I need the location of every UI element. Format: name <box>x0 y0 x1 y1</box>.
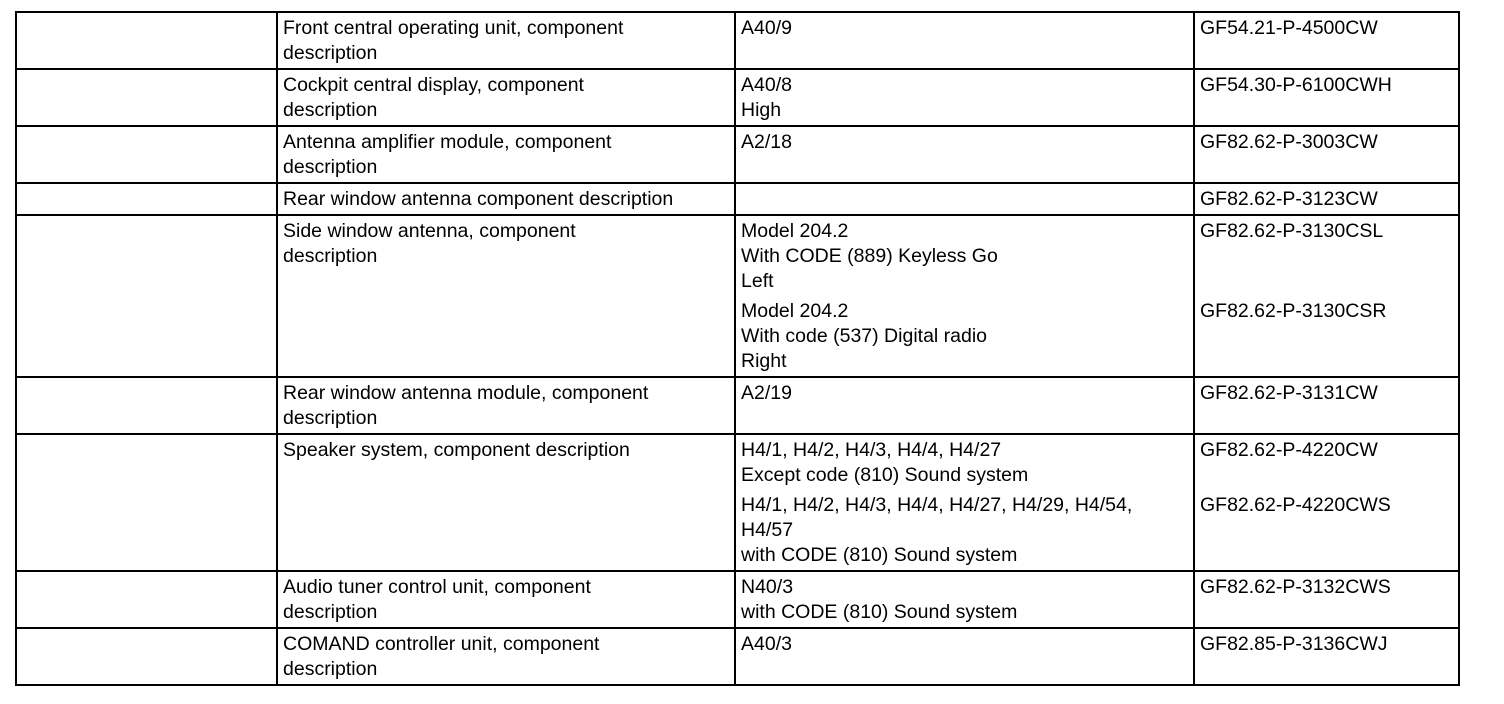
component-description-line: Antenna amplifier module, component <box>283 131 612 153</box>
document-number-link[interactable]: GF54.30-P-6100CWH <box>1200 74 1392 96</box>
component-description-line: description <box>283 601 378 623</box>
blank-cell <box>16 183 277 215</box>
document-number-cell <box>1194 628 1459 685</box>
component-description-line: description <box>283 42 378 64</box>
document-number-cell <box>1194 434 1459 571</box>
table-row <box>16 183 1459 215</box>
condition-block <box>741 381 1193 406</box>
condition-block <box>741 575 1193 625</box>
empty-line <box>1200 98 1458 123</box>
document-block <box>1200 381 1458 406</box>
condition-block <box>741 73 1193 123</box>
blank-cell <box>16 434 277 571</box>
condition-block <box>741 493 1193 568</box>
condition-line: A40/3 <box>741 633 792 655</box>
condition-block <box>741 438 1193 488</box>
condition-block <box>741 187 1193 212</box>
blank-cell <box>16 215 277 377</box>
document-block <box>1200 73 1458 123</box>
component-description-line: Front central operating unit, component <box>283 17 624 39</box>
document-block <box>1200 16 1458 41</box>
condition-line: With CODE (889) Keyless Go <box>741 245 998 267</box>
component-description-cell <box>277 377 735 434</box>
document-number-cell <box>1194 12 1459 69</box>
blank-cell <box>16 571 277 628</box>
empty-line <box>1200 349 1458 374</box>
table-row <box>16 434 1459 571</box>
document-number-cell <box>1194 69 1459 126</box>
condition-line: with CODE (810) Sound system <box>741 601 1018 623</box>
blank-cell <box>16 377 277 434</box>
document-number-link[interactable]: GF82.62-P-3132CWS <box>1200 576 1391 598</box>
blank-cell <box>16 628 277 685</box>
component-description-line: description <box>283 156 378 178</box>
component-description-line: Cockpit central display, component <box>283 74 584 96</box>
empty-line <box>741 187 1193 212</box>
table-body <box>16 12 1459 685</box>
document-block <box>1200 187 1458 212</box>
empty-line <box>1200 324 1458 349</box>
component-description-line: Audio tuner control unit, component <box>283 576 591 598</box>
condition-block <box>741 219 1193 294</box>
condition-line: N40/3 <box>741 576 794 598</box>
condition-cell <box>735 183 1194 215</box>
condition-cell <box>735 12 1194 69</box>
condition-cell <box>735 571 1194 628</box>
component-description-line: COMAND controller unit, component <box>283 633 600 655</box>
component-description-cell <box>277 183 735 215</box>
document-number-cell <box>1194 377 1459 434</box>
condition-cell <box>735 126 1194 183</box>
condition-line: Left <box>741 270 774 292</box>
component-description-cell <box>277 12 735 69</box>
document-block <box>1200 632 1458 657</box>
condition-line: Right <box>741 350 787 372</box>
condition-line: H4/1, H4/2, H4/3, H4/4, H4/27, H4/29, H4/54, <box>741 494 1133 516</box>
condition-block <box>741 16 1193 41</box>
document-number-cell <box>1194 126 1459 183</box>
empty-line <box>1200 463 1458 488</box>
component-description-line: description <box>283 99 378 121</box>
blank-cell <box>16 12 277 69</box>
document-number-link[interactable]: GF82.62-P-4220CWS <box>1200 494 1391 516</box>
condition-cell <box>735 215 1194 377</box>
blank-cell <box>16 69 277 126</box>
condition-cell <box>735 628 1194 685</box>
component-description-cell <box>277 215 735 377</box>
document-block <box>1200 219 1458 294</box>
empty-line <box>1200 518 1458 543</box>
document-number-cell <box>1194 571 1459 628</box>
condition-line: H4/57 <box>741 519 794 541</box>
component-description-cell <box>277 69 735 126</box>
condition-line: Model 204.2 <box>741 220 849 242</box>
component-document-table <box>15 11 1460 686</box>
table-row <box>16 571 1459 628</box>
component-description-line: Rear window antenna module, component <box>283 382 649 404</box>
table-row <box>16 69 1459 126</box>
empty-line <box>1200 269 1458 294</box>
component-description-line: Side window antenna, component <box>283 220 576 242</box>
condition-cell <box>735 69 1194 126</box>
condition-line: with CODE (810) Sound system <box>741 544 1018 566</box>
document-number-link[interactable]: GF82.85-P-3136CWJ <box>1200 633 1388 655</box>
table-row <box>16 215 1459 377</box>
table-row <box>16 126 1459 183</box>
document-number-link[interactable]: GF82.62-P-4220CW <box>1200 439 1378 461</box>
condition-line: Except code (810) Sound system <box>741 464 1029 486</box>
document-block <box>1200 130 1458 155</box>
document-number-link[interactable]: GF82.62-P-3130CSL <box>1200 220 1384 242</box>
component-description-line: Speaker system, component description <box>283 439 630 461</box>
condition-line: With code (537) Digital radio <box>741 325 988 347</box>
component-description-cell <box>277 434 735 571</box>
component-description-cell <box>277 126 735 183</box>
blank-cell <box>16 126 277 183</box>
document-block <box>1200 299 1458 374</box>
document-number-link[interactable]: GF82.62-P-3131CW <box>1200 382 1378 404</box>
condition-line: A40/9 <box>741 17 792 39</box>
condition-line: High <box>741 99 782 121</box>
document-number-cell <box>1194 215 1459 377</box>
condition-block <box>741 299 1193 374</box>
component-description-cell <box>277 571 735 628</box>
condition-block <box>741 632 1193 657</box>
component-description-line: description <box>283 245 378 267</box>
empty-line <box>1200 600 1458 625</box>
condition-line: A2/18 <box>741 131 792 153</box>
empty-line <box>1200 543 1458 568</box>
component-description-line: description <box>283 407 378 429</box>
component-description-line: description <box>283 658 378 680</box>
component-description-line: Rear window antenna component description <box>283 188 674 210</box>
condition-line: Model 204.2 <box>741 300 849 322</box>
document-number-link[interactable]: GF82.62-P-3003CW <box>1200 131 1378 153</box>
condition-line: A40/8 <box>741 74 792 96</box>
condition-line: H4/1, H4/2, H4/3, H4/4, H4/27 <box>741 439 1002 461</box>
document-number-link[interactable]: GF54.21-P-4500CW <box>1200 17 1378 39</box>
condition-cell <box>735 377 1194 434</box>
document-number-cell <box>1194 183 1459 215</box>
table-row <box>16 628 1459 685</box>
condition-line: A2/19 <box>741 382 792 404</box>
condition-cell <box>735 434 1194 571</box>
document-block <box>1200 575 1458 625</box>
component-description-cell <box>277 628 735 685</box>
document-number-link[interactable]: GF82.62-P-3130CSR <box>1200 300 1387 322</box>
document-block <box>1200 493 1458 568</box>
empty-line <box>1200 244 1458 269</box>
condition-block <box>741 130 1193 155</box>
document-number-link[interactable]: GF82.62-P-3123CW <box>1200 188 1378 210</box>
document-block <box>1200 438 1458 488</box>
table-row <box>16 377 1459 434</box>
table-row <box>16 12 1459 69</box>
